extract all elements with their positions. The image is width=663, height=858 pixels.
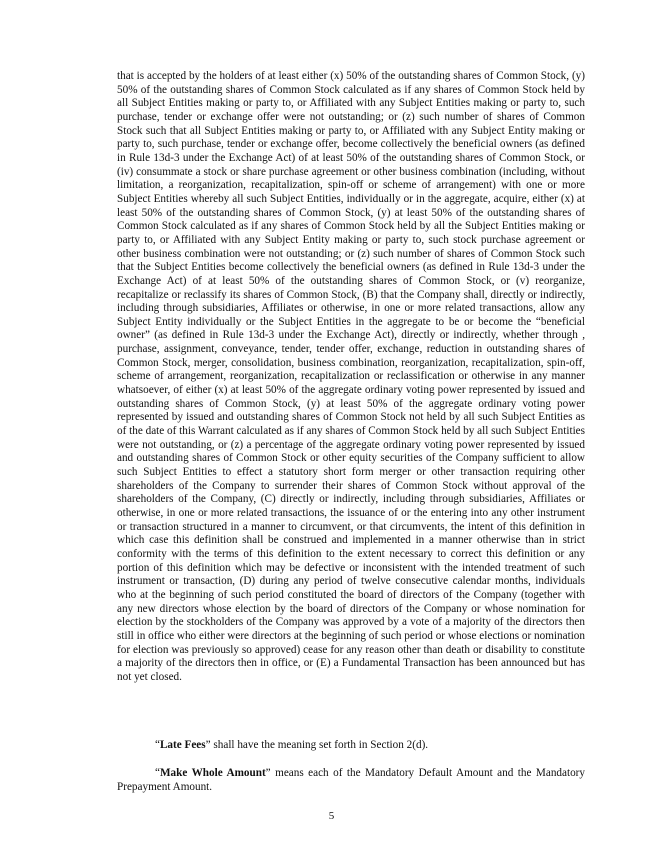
make-whole-amount-term: Make Whole Amount [159, 767, 266, 779]
page-number: 5 [328, 810, 335, 822]
close-quote: ” [265, 767, 271, 779]
open-quote: “ [155, 767, 160, 779]
late-fees-definition [117, 739, 585, 753]
open-quote: “ [155, 739, 160, 751]
close-quote: ” [205, 739, 211, 751]
make-whole-amount-definition-text: means each of the Mandatory Default Amount and the Mandatory Prepayment Amount. [117, 767, 585, 793]
continued-definition-paragraph: that is accepted by the holders of at least either (x) 50% of the outstanding shares of Common Stock, (y) 50% of the outstanding shares of Common Stock calculated as if any shares of Common Stock held by all Subject Entities making or party to, or Affiliated with any Subject Entities making or party to, such purchase, tender or exchange offer were not outstanding; or (z) such number of shares of Common Stock such that all Subject Entities making or party to, or Affiliated with any Subject Entity making or party to, such purchase, tender or exchange offer, become collectively the beneficial owners (as defined in Rule 13d-3 under the Exchange Act) of at least 50% of the outstanding shares of Common Stock, or (iv) consummate a stock or share purchase agreement or other business combination (including, without limitation, a reorganization, recapitalization, spin-off or scheme of arrangement) with one or more Subject Entities whereby all such Subject Entities, individually or in the aggregate, acquire, either (x) at least 50% of the outstanding shares of Common Stock, (y) at least 50% of the outstanding shares of Common Stock calculated as if any shares of Common Stock held by all the Subject Entities making or party to, or Affiliated with any Subject Entity making or party to, such stock purchase agreement or other business combination were not outstanding; or (z) such number of shares of Common Stock such that the Subject Entities become collectively the beneficial owners (as defined in Rule 13d-3 under the Exchange Act) of at least 50% of the outstanding shares of Common Stock, or (v) reorganize, recapitalize or reclassify its shares of Common Stock, (B) that the Company shall, directly or indirectly, including through subsidiaries, Affiliates or otherwise, in one or more related transactions, allow any Subject Entity individually or the Subject Entities in the aggregate to be or become the “beneficial owner” (as defined in Rule 13d-3 under the Exchange Act), directly or indirectly, whether through , purchase, assignment, conveyance, tender, tender offer, exchange, reduction in outstanding shares of Common Stock, merger, consolidation, business combination, reorganization, recapitalization, spin-off, scheme of arrangement, reorganization, recapitalization or reclassification or otherwise in any manner whatsoever, of either (x) at least 50% of the aggregate ordinary voting power represented by issued and outstanding shares of Common Stock, (y) at least 50% of the aggregate ordinary voting power represented by issued and outstanding shares of Common Stock not held by all such Subject Entities as of the date of this Warrant calculated as if any shares of Common Stock held by all such Subject Entities were not outstanding, or (z) a percentage of the aggregate ordinary voting power represented by issued and outstanding shares of Common Stock or other equity securities of the Company sufficient to allow such Subject Entities to effect a statutory short form merger or other transaction requiring other shareholders of the Company to surrender their shares of Common Stock without approval of the shareholders of the Company, (C) directly or indirectly, including through subsidiaries, Affiliates or otherwise, in one or more related transactions, the issuance of or the entering into any other instrument or transaction structured in a manner to circumvent, or that circumvents, the intent of this definition in which case this definition shall be construed and implemented in a manner otherwise than in strict conformity with the terms of this definition to the extent necessary to correct this definition or any portion of this definition which may be defective or inconsistent with the intended treatment of such instrument or transaction, (D) during any period of twelve consecutive calendar months, individuals who at the beginning of such period constituted the board of directors of the Company (together with any new directors whose election by the board of directors of the Company or whose nomination for election by the stockholders of the Company was approved by a vote of a majority of the directors then still in office who either were directors at the beginning of such period or whose elections or nomination for election was previously so approved) cease for any reason other than death or disability to constitute a majority of the directors then in office, or (E) a Fundamental Transaction has been announced but has not yet closed. [117, 70, 585, 683]
late-fees-definition-text: shall have the meaning set forth in Section 2(d). [210, 739, 429, 751]
make-whole-amount-definition [117, 767, 585, 794]
late-fees-term: Late Fees [159, 739, 206, 751]
